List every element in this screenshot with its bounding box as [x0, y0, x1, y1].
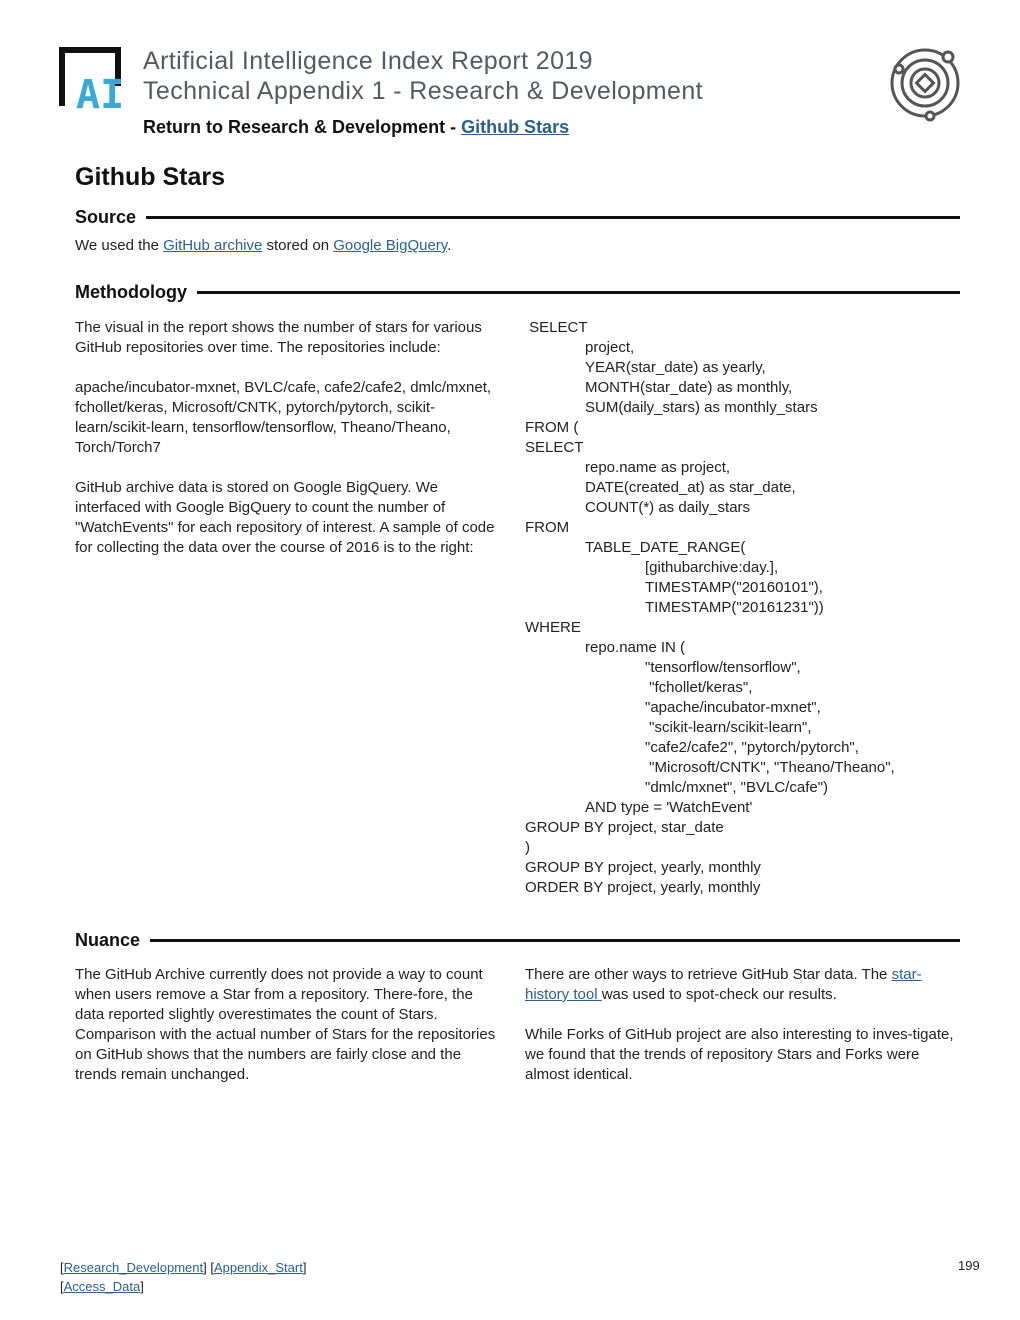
code-line: "scikit-learn/scikit-learn",: [645, 719, 812, 736]
source-text-before: We used the: [75, 237, 164, 254]
code-line: "tensorflow/tensorflow",: [645, 659, 801, 676]
nuance-right-column: [525, 965, 960, 1105]
logo-text: AI: [76, 72, 125, 110]
nuance-text-before: There are other ways to retrieve GitHub Star data. The: [525, 966, 892, 983]
github-archive-link[interactable]: GitHub archive: [163, 237, 263, 254]
code-line: FROM (: [525, 419, 579, 436]
source-heading: [75, 204, 960, 230]
nuance-heading-label: Nuance: [75, 929, 141, 950]
methodology-paragraph: apache/incubator-mxnet, BVLC/cafe, cafe2/cafe2, dmlc/mxnet, fchollet/keras, Microsoft/CNTK, pytorch/pytorch, scikit-learn/scikit-learn, tensorflow/tensorflow, Theano/Theano, Torch/Torch7: [75, 379, 492, 456]
code-line: "cafe2/cafe2", "pytorch/pytorch",: [645, 739, 859, 756]
code-line: "dmlc/mxnet", "BVLC/cafe"): [645, 779, 829, 796]
sql-code-sample: [525, 318, 965, 898]
code-line: SUM(daily_stars) as monthly_stars: [585, 399, 818, 416]
nuance-paragraph: While Forks of GitHub project are also interesting to inves-tigate, we found that the trends of repository Stars and Forks were almost identical.: [525, 1026, 954, 1083]
code-line: FROM: [525, 519, 570, 536]
code-line: GROUP BY project, star_date: [525, 819, 724, 836]
orbit-emblem-icon: [886, 44, 964, 122]
code-line: SELECT: [525, 319, 588, 336]
code-line: GROUP BY project, yearly, monthly: [525, 859, 761, 876]
methodology-heading: [75, 279, 960, 305]
methodology-divider: [197, 291, 960, 294]
star-history-tool-link[interactable]: star-history tool: [525, 966, 922, 1003]
research-development-link[interactable]: Research_Development: [63, 1260, 204, 1275]
code-line: TIMESTAMP("20161231")): [645, 599, 824, 616]
code-line: "Microsoft/CNTK", "Theano/Theano",: [645, 759, 895, 776]
source-heading-label: Source: [75, 206, 137, 227]
code-line: COUNT(*) as daily_stars: [585, 499, 751, 516]
report-subtitle: Technical Appendix 1 - Research & Development: [143, 77, 703, 105]
nuance-paragraph: The GitHub Archive currently does not provide a way to count when users remove a Star from a repository. There-fore, the data reported slightly overestimates the count of Stars. Comparison with the actual number of Stars for the repositories on GitHub shows that the numbers are fairly close and the trends remain unchanged.: [75, 966, 496, 1083]
code-line: ORDER BY project, yearly, monthly: [525, 879, 761, 896]
page-number: 199: [958, 1258, 980, 1273]
methodology-paragraph: GitHub archive data is stored on Google BigQuery. We interfaced with Google BigQuery to count the number of "WatchEvents" for each repository of interest. A sample of code for collecting the data over the course of 2016 is to the right:: [75, 479, 495, 556]
code-line: AND type = 'WatchEvent': [585, 799, 753, 816]
appendix-start-link[interactable]: Appendix_Start: [213, 1260, 303, 1275]
ai-index-logo: [58, 46, 130, 110]
methodology-heading-label: Methodology: [75, 281, 187, 302]
code-line: TIMESTAMP("20160101"),: [645, 579, 823, 596]
report-title: Artificial Intelligence Index Report 2019: [143, 47, 593, 75]
code-line: SELECT: [525, 439, 584, 456]
access-data-link[interactable]: Access_Data: [63, 1279, 141, 1294]
code-line: MONTH(star_date) as monthly,: [585, 379, 793, 396]
nuance-heading: [75, 927, 960, 953]
code-line: project,: [585, 339, 635, 356]
github-stars-link[interactable]: Github Stars: [461, 117, 570, 137]
source-text-after: .: [447, 237, 452, 254]
methodology-text: [75, 318, 500, 578]
code-line: "fchollet/keras",: [645, 679, 753, 696]
page-title: Github Stars: [75, 163, 226, 191]
code-line: YEAR(star_date) as yearly,: [585, 359, 766, 376]
return-link-line: [143, 117, 569, 138]
code-line: repo.name as project,: [585, 459, 731, 476]
code-line: repo.name IN (: [585, 639, 686, 656]
source-divider: [146, 216, 960, 219]
code-line: TABLE_DATE_RANGE(: [585, 539, 746, 556]
code-line: WHERE: [525, 619, 581, 636]
methodology-paragraph: The visual in the report shows the number of stars for various GitHub repositories over time. The repositories include:: [75, 319, 482, 356]
source-text: [75, 236, 960, 256]
google-bigquery-link[interactable]: Google BigQuery: [333, 237, 448, 254]
nuance-left-column: [75, 965, 500, 1105]
code-line: [githubarchive:day.],: [645, 559, 779, 576]
return-prefix: Return to Research & Development -: [143, 117, 462, 137]
source-text-middle: stored on: [262, 237, 334, 254]
footer-links: [Research_Development] [Appendix_Start] [Access_Data]: [60, 1260, 307, 1294]
nuance-divider: [150, 939, 960, 942]
code-line: "apache/incubator-mxnet",: [645, 699, 821, 716]
nuance-paragraph: [525, 965, 960, 1005]
nuance-text-after: was used to spot-check our results.: [601, 986, 837, 1003]
code-line: DATE(created_at) as star_date,: [585, 479, 796, 496]
code-line: ): [525, 839, 530, 856]
